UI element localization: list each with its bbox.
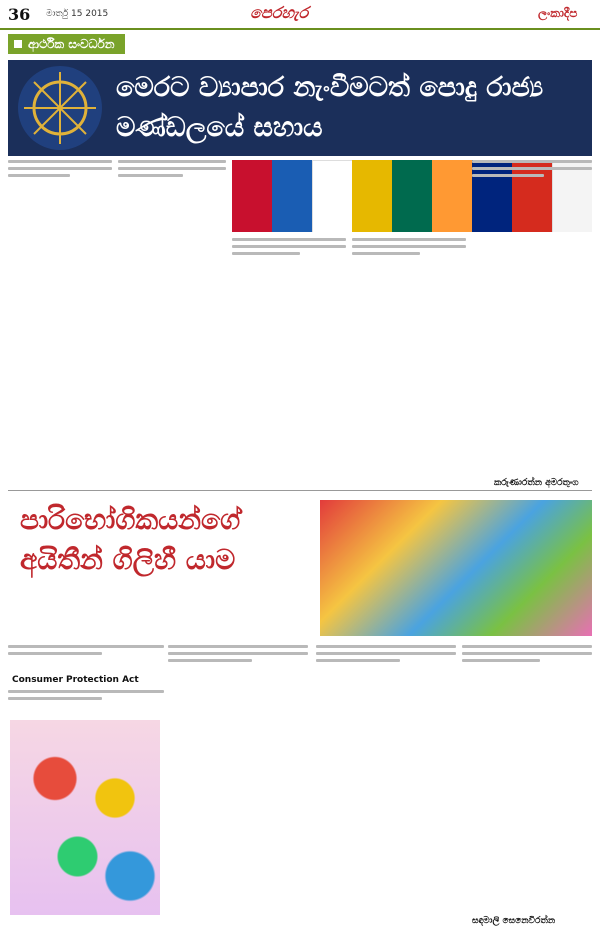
article2-column-3	[316, 645, 456, 925]
article1-column-4	[352, 238, 466, 485]
section-label-text: ආර්ථික සංවර්ධන	[28, 37, 115, 51]
issue-date: මාර්තු 15 2015	[46, 9, 109, 19]
article1-author: කරුණාරත්න අමරතුංග	[494, 478, 579, 488]
page-number: 36	[8, 5, 31, 24]
newspaper-logo: ලංකාදීප	[538, 6, 578, 20]
article1-column-3	[232, 238, 346, 485]
section-square-icon	[14, 40, 22, 48]
commonwealth-emblem-icon	[18, 66, 102, 150]
section-label	[8, 34, 125, 54]
article2-author: සඳමාලි සෙනෙවිරත්න	[472, 916, 556, 926]
article2-column-1-middle	[8, 690, 164, 716]
headline-banner	[8, 60, 592, 156]
article1-column-5	[472, 160, 592, 472]
article1-headline: මෙරට ව්‍යාපාර නැංවීමටත් පොදු රාජ්‍ය මණ්ඩලයේ සහාය	[116, 72, 544, 143]
article2-column-1-top	[8, 645, 164, 673]
consumer-protection-act: Consumer Protection Act	[12, 675, 139, 685]
article2-column-2	[168, 645, 308, 925]
sweets-photo	[10, 720, 160, 915]
article1-column-2	[118, 160, 226, 485]
junk-food-photo	[320, 500, 592, 636]
article1-column-1	[8, 160, 112, 485]
article-divider	[8, 490, 592, 491]
supplement-logo: පෙරහැර	[250, 3, 309, 22]
article2-headline: පාරිභෝගිකයන්ගේ අයිතීන් ගිලිහී යාම	[20, 503, 241, 576]
article2-column-4	[462, 645, 592, 910]
